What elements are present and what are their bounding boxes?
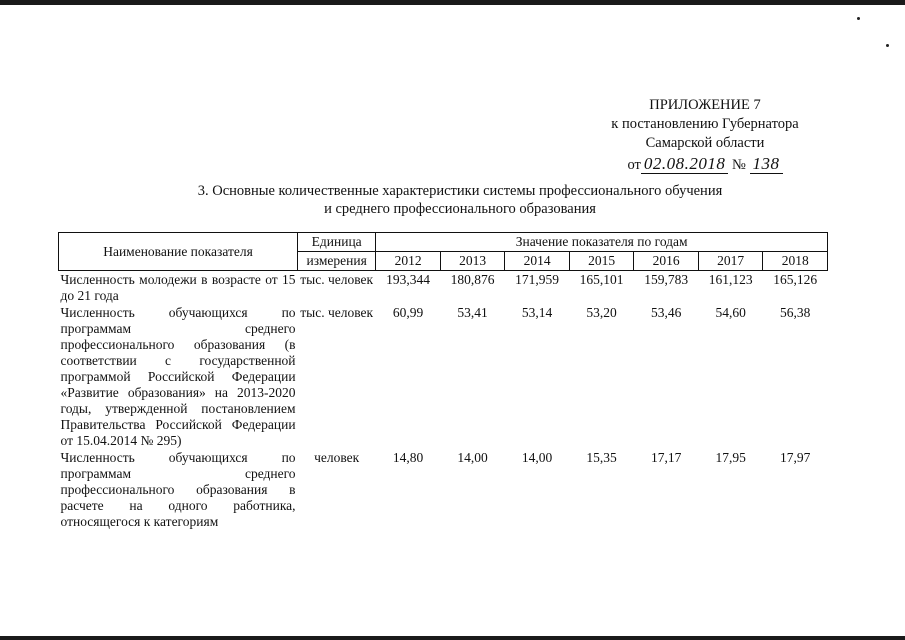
- indicator-value: 56,38: [780, 305, 811, 320]
- table-header-row: [59, 233, 828, 252]
- indicator-name: Численность молодежи в возрасте от 15 до 21 года: [60, 272, 296, 303]
- indicator-value: 54,60: [715, 305, 746, 320]
- indicator-value: 193,344: [386, 272, 430, 287]
- indicator-value: 15,35: [586, 450, 617, 465]
- handwritten-date: 02.08.2018: [641, 154, 729, 174]
- indicator-value: 53,14: [521, 305, 553, 320]
- indicator-value: 14,00: [521, 450, 553, 465]
- indicator-value: 60,99: [392, 305, 424, 320]
- indicator-value: 165,126: [773, 272, 818, 287]
- indicator-name: Численность обучающихся по программам среднего профессионального образования (в соответствии с государственной программой Российской Федерации «Развитие образования» на 2013-2020 годы, утвержденной постановлением Правительства Российской Федерации от 15.04.2014 № 295): [60, 305, 296, 448]
- indicator-value: 171,959: [515, 272, 560, 287]
- header-unit-line1: Единица: [298, 233, 376, 252]
- indicator-value: 53,46: [650, 305, 682, 320]
- indicator-value: 159,783: [644, 272, 689, 287]
- section-heading-line2: и среднего профессионального образования: [324, 201, 596, 217]
- date-prefix: от: [627, 157, 641, 173]
- header-year: 2015: [569, 252, 634, 271]
- indicator-value: 161,123: [708, 272, 753, 287]
- appendix-title: ПРИЛОЖЕНИЕ 7: [649, 97, 761, 113]
- header-year: 2014: [505, 252, 570, 271]
- indicator-value: 17,97: [780, 450, 811, 465]
- indicator-value: 17,95: [715, 450, 746, 465]
- table-row: [59, 271, 828, 305]
- scan-speck: [886, 44, 889, 47]
- header-year: 2017: [698, 252, 763, 271]
- indicator-value: 14,80: [392, 450, 424, 465]
- indicator-unit: тыс. человек: [300, 272, 374, 287]
- indicator-value: 180,876: [450, 272, 495, 287]
- bottom-scan-border: [0, 636, 905, 640]
- indicator-unit: человек: [314, 450, 360, 465]
- header-indicator-name: Наименование показателя: [59, 233, 298, 271]
- section-heading-line1: 3. Основные количественные характеристики системы профессионального обучения: [197, 183, 723, 199]
- header-year: 2016: [634, 252, 699, 271]
- scan-speck: [857, 17, 860, 20]
- appendix-block: [580, 96, 830, 175]
- header-values-by-year: Значение показателя по годам: [376, 233, 828, 252]
- indicator-value: 53,41: [457, 305, 488, 320]
- section-heading: [130, 182, 790, 218]
- indicator-value: 165,101: [579, 272, 624, 287]
- table-row: [59, 449, 828, 530]
- header-year: 2013: [440, 252, 505, 271]
- indicator-name: Численность обучающихся по программам среднего профессионального образования в расчете на одного работника, относящегося к категориям: [60, 450, 296, 529]
- indicators-table: [58, 232, 828, 530]
- handwritten-number: 138: [750, 154, 783, 174]
- top-scan-border: [0, 0, 905, 5]
- indicator-value: 17,17: [650, 450, 682, 465]
- header-unit-line2: измерения: [298, 252, 376, 271]
- indicator-unit: тыс. человек: [300, 305, 374, 320]
- indicator-value: 53,20: [586, 305, 617, 320]
- appendix-decree-ref: к постановлению Губернатора: [611, 116, 799, 132]
- header-year: 2018: [763, 252, 828, 271]
- table-row: [59, 304, 828, 449]
- appendix-date-number: [580, 154, 830, 175]
- number-prefix: №: [732, 157, 746, 173]
- header-year: 2012: [376, 252, 441, 271]
- appendix-region: Самарской области: [645, 135, 765, 151]
- indicator-value: 14,00: [457, 450, 488, 465]
